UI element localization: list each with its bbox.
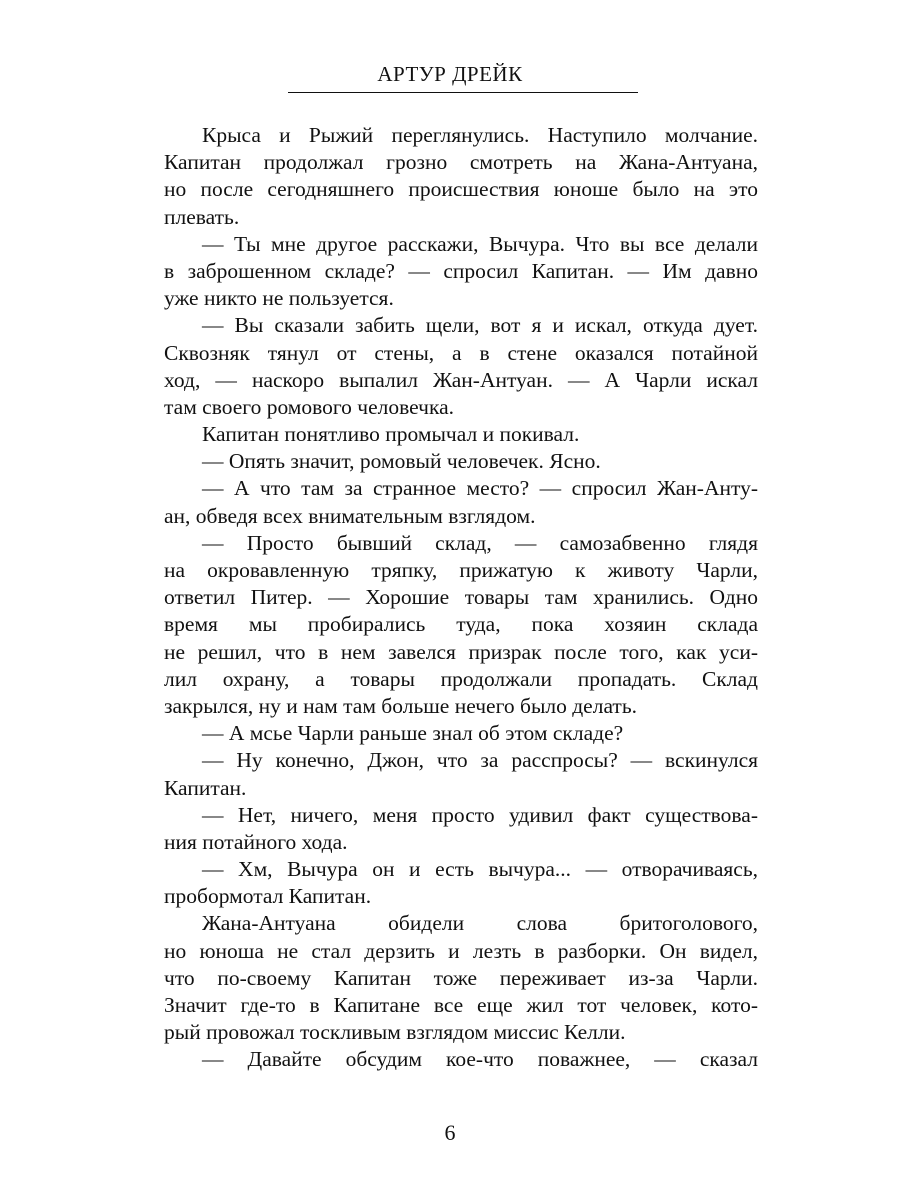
header-rule [288, 92, 638, 93]
text-line: Жана-Антуана обидели слова бритоголового, [202, 911, 758, 936]
text-line: — Ты мне другое расскажи, Вычура. Что вы все делали [202, 231, 758, 256]
body-text [164, 122, 758, 1074]
text-line: — Хм, Вычура он и есть вычура... — отворачиваясь, [202, 857, 758, 882]
text-line: время мы пробирались туда, пока хозяин склада [164, 612, 758, 637]
text-line: — Вы сказали забить щели, вот я и искал, откуда дует. [202, 313, 758, 338]
text-line: но после сегодняшнего происшествия юноше было на это [164, 177, 758, 202]
text-line: — А мсье Чарли раньше знал об этом складе? [202, 721, 624, 746]
text-line: там своего ромового человечка. [164, 394, 455, 419]
text-line: уже никто не пользуется. [164, 286, 394, 311]
text-line: — А что там за странное место? — спросил Жан-Анту- [202, 476, 758, 501]
text-line: Капитан понятливо промычал и покивал. [202, 422, 580, 447]
text-line: ния потайного хода. [164, 829, 348, 854]
text-line: — Нет, ничего, меня просто удивил факт существова- [202, 802, 758, 827]
page-number: 6 [444, 1120, 456, 1145]
text-line: Капитан продолжал грозно смотреть на Жана-Антуана, [164, 150, 758, 175]
text-line: — Ну конечно, Джон, что за расспросы? — вскинулся [202, 748, 758, 773]
text-line: что по-своему Капитан тоже переживает из-за Чарли. [164, 965, 758, 990]
text-line: ответил Питер. — Хорошие товары там хранились. Одно [164, 585, 758, 610]
text-line: — Давайте обсудим кое-что поважнее, — сказал [202, 1047, 758, 1072]
text-line: рый провожал тоскливым взглядом миссис Келли. [164, 1020, 626, 1045]
text-line: в заброшенном складе? — спросил Капитан. — Им давно [164, 258, 758, 283]
text-line: на окровавленную тряпку, прижатую к животу Чарли, [164, 558, 758, 582]
text-line: закрылся, ну и нам там больше нечего было делать. [164, 693, 638, 718]
text-line: пробормотал Капитан. [164, 884, 372, 909]
text-line: ход, — наскоро выпалил Жан-Антуан. — А Чарли искал [164, 367, 758, 392]
text-line: Капитан. [164, 775, 247, 800]
text-line: Сквозняк тянул от стены, а в стене оказался потайной [164, 340, 758, 365]
text-line: ан, обведя всех внимательным взглядом. [164, 503, 536, 528]
text-line: но юноша не стал дерзить и лезть в разборки. Он видел, [164, 938, 758, 963]
text-line: — Опять значит, ромовый человечек. Ясно. [202, 449, 601, 474]
text-line: плевать. [164, 204, 240, 229]
text-line: лил охрану, а товары продолжали пропадать. Склад [164, 666, 758, 691]
text-line: не решил, что в нем завелся призрак после того, как уси- [164, 639, 758, 664]
text-line: Крыса и Рыжий переглянулись. Наступило молчание. [202, 123, 758, 147]
text-line: — Просто бывший склад, — самозабвенно глядя [202, 530, 758, 555]
running-head-title: АРТУР ДРЕЙК [377, 62, 523, 86]
text-line: Значит где-то в Капитане все еще жил тот человек, кото- [164, 993, 758, 1017]
